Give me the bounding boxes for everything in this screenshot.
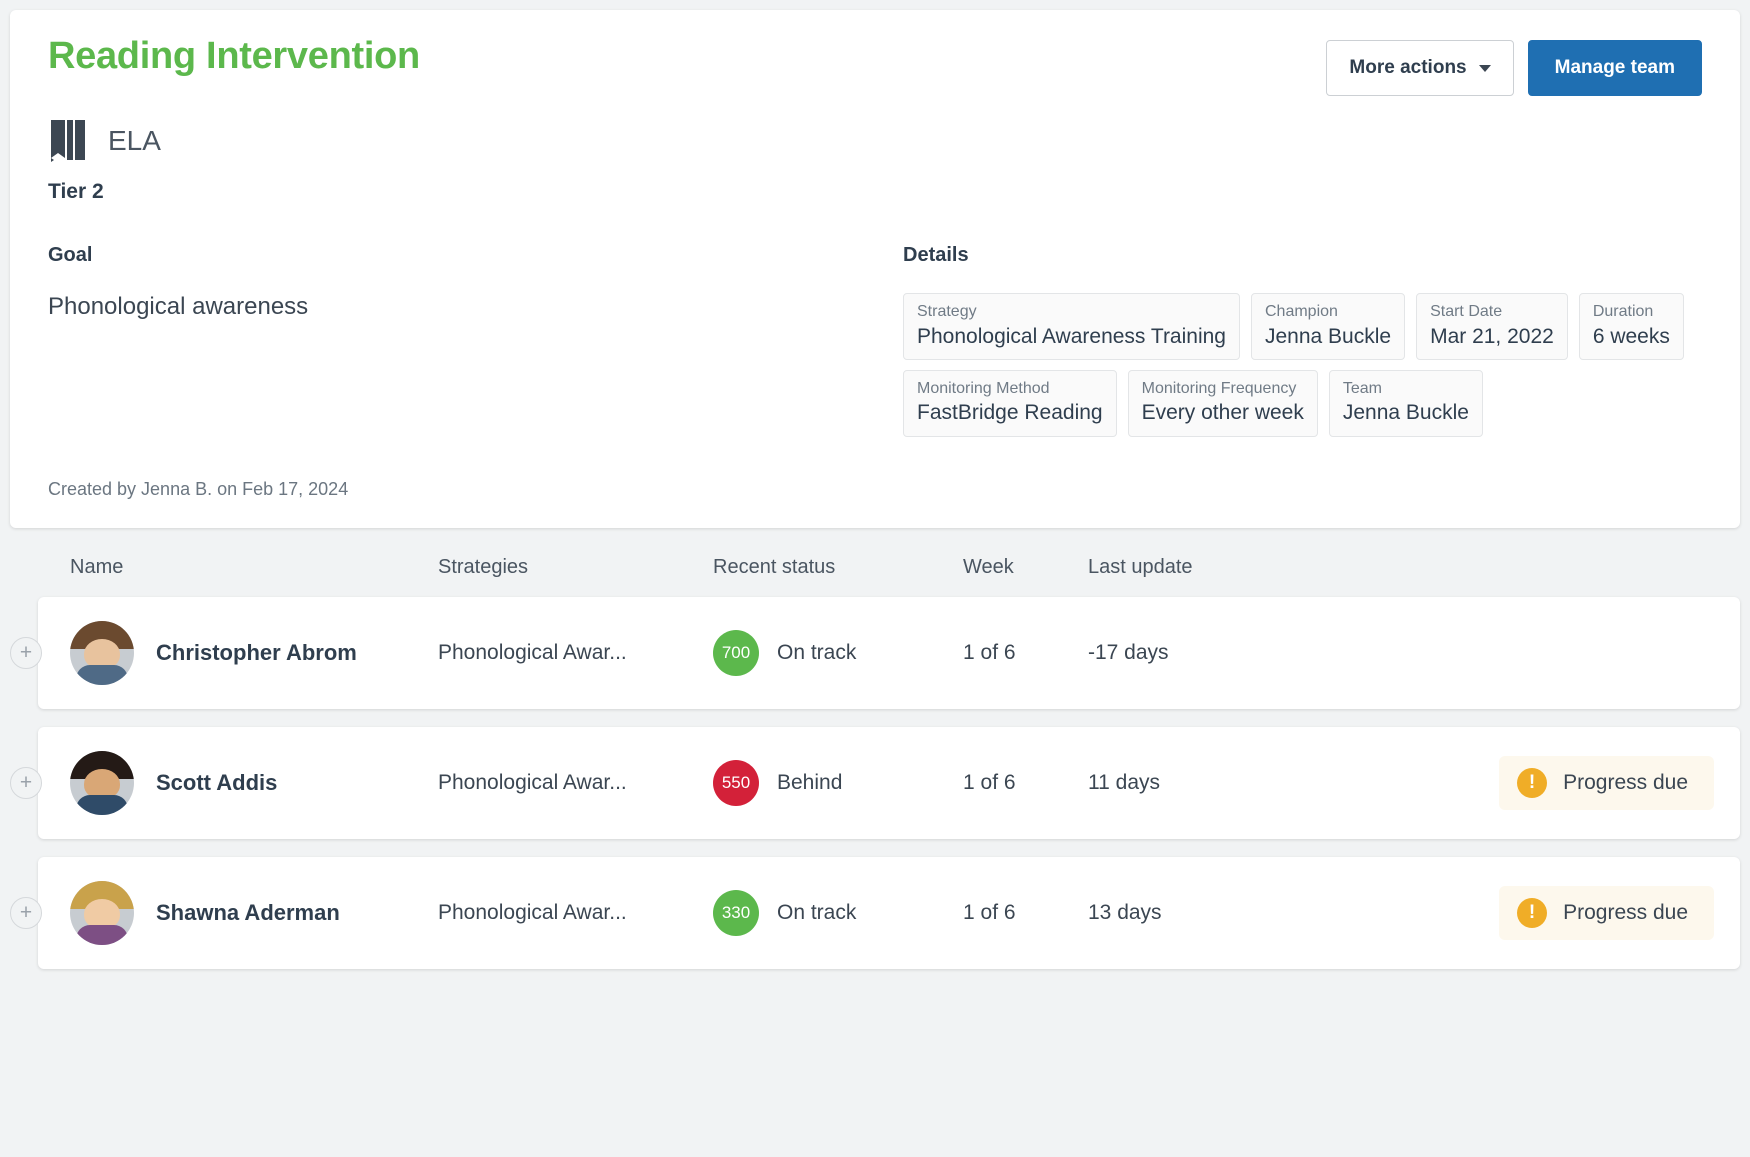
created-by-text: Created by Jenna B. on Feb 17, 2024 xyxy=(48,478,349,499)
status-text: On track xyxy=(777,640,857,664)
status-badge-label: Progress due xyxy=(1563,770,1688,794)
student-week: 1 of 6 xyxy=(963,770,1016,794)
table-header-row xyxy=(38,542,1740,597)
status-badge[interactable] xyxy=(1499,756,1714,810)
detail-chip-duration xyxy=(1579,293,1684,360)
detail-chip-label: Start Date xyxy=(1430,303,1503,320)
subject-label: ELA xyxy=(108,125,161,156)
more-actions-button[interactable] xyxy=(1326,40,1513,96)
table-row[interactable] xyxy=(19,857,1740,969)
table-row[interactable] xyxy=(19,597,1740,709)
students-table xyxy=(10,542,1740,969)
alert-icon: ! xyxy=(1517,768,1547,798)
table-row[interactable] xyxy=(19,727,1740,839)
detail-chip-value: 6 weeks xyxy=(1592,324,1670,348)
detail-chip-label: Champion xyxy=(1264,303,1338,320)
detail-chip-value: Jenna Buckle xyxy=(1264,324,1392,348)
student-week: 1 of 6 xyxy=(963,640,1016,664)
column-header-week: Week xyxy=(963,555,1014,578)
detail-chip-value: Mar 21, 2022 xyxy=(1430,324,1554,348)
student-name-cell xyxy=(38,881,438,945)
detail-chip-label: Duration xyxy=(1592,303,1654,320)
status-badge[interactable] xyxy=(1499,886,1714,940)
goal-heading: Goal xyxy=(48,244,93,266)
expand-row-button[interactable]: + xyxy=(10,897,42,929)
score-badge: 330 xyxy=(713,890,759,936)
student-status-cell xyxy=(713,760,963,806)
content-columns xyxy=(48,244,1702,437)
detail-chip-label: Team xyxy=(1342,379,1382,397)
page-title: Reading Intervention xyxy=(48,35,420,77)
book-icon xyxy=(48,118,90,164)
student-name-cell xyxy=(38,621,438,685)
alert-icon: ! xyxy=(1517,898,1547,928)
status-text: Behind xyxy=(777,770,843,794)
student-last-update: -17 days xyxy=(1088,640,1169,664)
detail-chip-value: FastBridge Reading xyxy=(917,401,1103,425)
score-badge: 700 xyxy=(713,630,759,676)
student-strategies: Phonological Awar... xyxy=(438,900,627,924)
detail-chip-team xyxy=(1329,370,1483,437)
detail-chip-monitoring-method xyxy=(903,370,1117,437)
details-column xyxy=(903,244,1702,437)
score-badge: 550 xyxy=(713,760,759,806)
student-last-update: 11 days xyxy=(1088,770,1160,794)
chevron-down-icon xyxy=(1479,65,1491,72)
student-status-cell xyxy=(713,890,963,936)
more-actions-label: More actions xyxy=(1349,57,1467,78)
manage-team-button[interactable]: Manage team xyxy=(1528,40,1702,96)
column-header-strategies: Strategies xyxy=(438,555,529,578)
detail-chip-start-date xyxy=(1416,293,1568,360)
student-strategies: Phonological Awar... xyxy=(438,770,627,794)
detail-chip-monitoring-frequency xyxy=(1128,370,1318,437)
student-last-update: 13 days xyxy=(1088,900,1162,924)
details-heading: Details xyxy=(903,244,969,266)
title-row xyxy=(48,36,1702,96)
status-text: On track xyxy=(777,900,857,924)
subject-row xyxy=(48,118,1702,164)
detail-chip-champion xyxy=(1251,293,1405,360)
student-status-cell xyxy=(713,630,963,676)
expand-row-button[interactable]: + xyxy=(10,637,42,669)
detail-chip-value: Phonological Awareness Training xyxy=(917,324,1226,348)
details-chip-list xyxy=(903,293,1693,437)
detail-chip-value: Jenna Buckle xyxy=(1342,401,1469,425)
avatar xyxy=(70,881,134,945)
goal-text: Phonological awareness xyxy=(48,293,309,320)
expand-row-button[interactable]: + xyxy=(10,767,42,799)
column-header-recent-status: Recent status xyxy=(713,555,836,578)
intervention-header-card xyxy=(10,10,1740,528)
avatar xyxy=(70,751,134,815)
detail-chip-label: Monitoring Method xyxy=(917,379,1050,397)
student-flag-cell xyxy=(1348,756,1740,810)
detail-chip-strategy xyxy=(903,293,1240,360)
status-badge-label: Progress due xyxy=(1563,900,1688,924)
header-actions xyxy=(1326,40,1702,96)
detail-chip-label: Strategy xyxy=(917,303,977,320)
student-name-cell xyxy=(38,751,438,815)
detail-chip-label: Monitoring Frequency xyxy=(1141,379,1297,397)
tier-label: Tier 2 xyxy=(48,180,104,203)
column-header-name: Name xyxy=(70,555,124,578)
goal-column xyxy=(48,244,903,437)
student-name: Christopher Abrom xyxy=(156,639,357,665)
detail-chip-value: Every other week xyxy=(1141,401,1304,425)
student-name: Scott Addis xyxy=(156,769,278,795)
student-strategies: Phonological Awar... xyxy=(438,640,627,664)
column-header-last-update: Last update xyxy=(1088,555,1193,578)
student-flag-cell xyxy=(1348,886,1740,940)
student-week: 1 of 6 xyxy=(963,900,1016,924)
student-name: Shawna Aderman xyxy=(156,899,340,925)
avatar xyxy=(70,621,134,685)
